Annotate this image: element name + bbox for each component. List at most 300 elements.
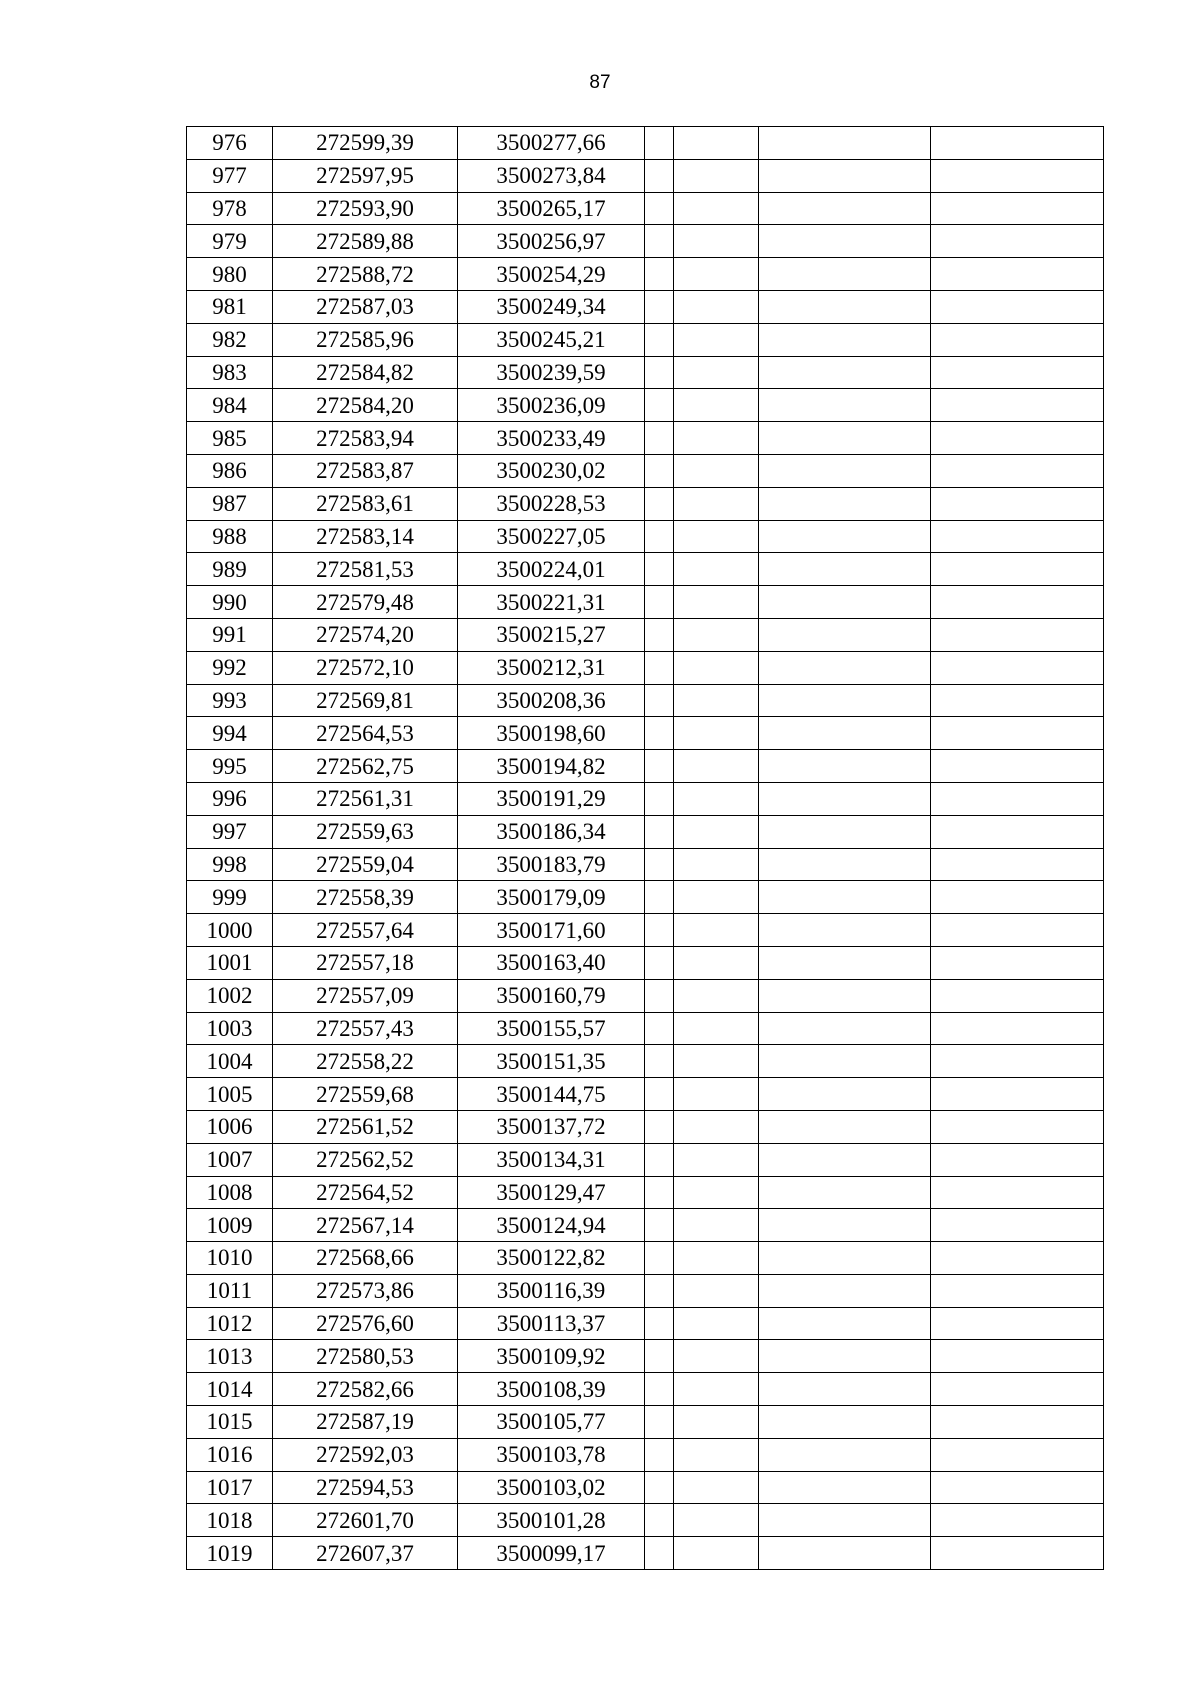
- empty-cell: [645, 1471, 674, 1504]
- point-number-cell: 1006: [187, 1110, 273, 1143]
- y-coordinate-cell: 3500215,27: [458, 618, 645, 651]
- table-row: [187, 1143, 1104, 1176]
- empty-cell: [674, 553, 759, 586]
- table-row: [187, 1307, 1104, 1340]
- point-number-cell: 987: [187, 487, 273, 520]
- table-row: [187, 1045, 1104, 1078]
- empty-cell: [931, 684, 1104, 717]
- empty-cell: [674, 422, 759, 455]
- empty-cell: [674, 520, 759, 553]
- empty-cell: [645, 1176, 674, 1209]
- point-number-cell: 1004: [187, 1045, 273, 1078]
- empty-cell: [931, 1373, 1104, 1406]
- table-row: [187, 1110, 1104, 1143]
- x-coordinate-cell: 272594,53: [273, 1471, 458, 1504]
- point-number-cell: 984: [187, 389, 273, 422]
- empty-cell: [931, 782, 1104, 815]
- empty-cell: [645, 946, 674, 979]
- point-number-cell: 1005: [187, 1078, 273, 1111]
- empty-cell: [931, 750, 1104, 783]
- empty-cell: [674, 1471, 759, 1504]
- y-coordinate-cell: 3500109,92: [458, 1340, 645, 1373]
- table-row: [187, 1406, 1104, 1439]
- empty-cell: [645, 1110, 674, 1143]
- point-number-cell: 999: [187, 881, 273, 914]
- empty-cell: [759, 1504, 931, 1537]
- empty-cell: [931, 1176, 1104, 1209]
- y-coordinate-cell: 3500134,31: [458, 1143, 645, 1176]
- table-row: [187, 979, 1104, 1012]
- empty-cell: [674, 618, 759, 651]
- table-row: [187, 881, 1104, 914]
- empty-cell: [931, 848, 1104, 881]
- x-coordinate-cell: 272557,18: [273, 946, 458, 979]
- empty-cell: [674, 684, 759, 717]
- x-coordinate-cell: 272583,87: [273, 454, 458, 487]
- x-coordinate-cell: 272573,86: [273, 1274, 458, 1307]
- x-coordinate-cell: 272562,52: [273, 1143, 458, 1176]
- x-coordinate-cell: 272581,53: [273, 553, 458, 586]
- empty-cell: [759, 946, 931, 979]
- empty-cell: [931, 651, 1104, 684]
- y-coordinate-cell: 3500239,59: [458, 356, 645, 389]
- empty-cell: [759, 782, 931, 815]
- empty-cell: [645, 1406, 674, 1439]
- y-coordinate-cell: 3500230,02: [458, 454, 645, 487]
- empty-cell: [674, 323, 759, 356]
- point-number-cell: 996: [187, 782, 273, 815]
- empty-cell: [931, 356, 1104, 389]
- empty-cell: [645, 225, 674, 258]
- x-coordinate-cell: 272557,09: [273, 979, 458, 1012]
- y-coordinate-cell: 3500277,66: [458, 127, 645, 160]
- y-coordinate-cell: 3500245,21: [458, 323, 645, 356]
- empty-cell: [931, 1307, 1104, 1340]
- empty-cell: [759, 1078, 931, 1111]
- empty-cell: [674, 1078, 759, 1111]
- page-number: 87: [589, 72, 611, 93]
- empty-cell: [759, 1143, 931, 1176]
- empty-cell: [759, 1373, 931, 1406]
- empty-cell: [645, 258, 674, 291]
- point-number-cell: 1014: [187, 1373, 273, 1406]
- empty-cell: [759, 290, 931, 323]
- empty-cell: [759, 881, 931, 914]
- point-number-cell: 1003: [187, 1012, 273, 1045]
- point-number-cell: 980: [187, 258, 273, 291]
- empty-cell: [674, 1373, 759, 1406]
- empty-cell: [931, 1438, 1104, 1471]
- x-coordinate-cell: 272583,14: [273, 520, 458, 553]
- table-row: [187, 782, 1104, 815]
- x-coordinate-cell: 272559,04: [273, 848, 458, 881]
- empty-cell: [674, 192, 759, 225]
- y-coordinate-cell: 3500144,75: [458, 1078, 645, 1111]
- table-row: [187, 1373, 1104, 1406]
- empty-cell: [645, 1242, 674, 1275]
- table-row: [187, 356, 1104, 389]
- empty-cell: [645, 1307, 674, 1340]
- x-coordinate-cell: 272584,20: [273, 389, 458, 422]
- empty-cell: [674, 586, 759, 619]
- empty-cell: [674, 815, 759, 848]
- y-coordinate-cell: 3500163,40: [458, 946, 645, 979]
- empty-cell: [759, 1045, 931, 1078]
- empty-cell: [759, 1209, 931, 1242]
- empty-cell: [931, 487, 1104, 520]
- y-coordinate-cell: 3500122,82: [458, 1242, 645, 1275]
- empty-cell: [759, 979, 931, 1012]
- y-coordinate-cell: 3500183,79: [458, 848, 645, 881]
- x-coordinate-cell: 272561,52: [273, 1110, 458, 1143]
- table-row: [187, 750, 1104, 783]
- empty-cell: [759, 1110, 931, 1143]
- x-coordinate-cell: 272576,60: [273, 1307, 458, 1340]
- point-number-cell: 990: [187, 586, 273, 619]
- table-row: [187, 192, 1104, 225]
- point-number-cell: 1000: [187, 914, 273, 947]
- point-number-cell: 1011: [187, 1274, 273, 1307]
- y-coordinate-cell: 3500137,72: [458, 1110, 645, 1143]
- table-row: [187, 553, 1104, 586]
- x-coordinate-cell: 272559,63: [273, 815, 458, 848]
- empty-cell: [931, 1274, 1104, 1307]
- empty-cell: [645, 422, 674, 455]
- y-coordinate-cell: 3500116,39: [458, 1274, 645, 1307]
- y-coordinate-cell: 3500228,53: [458, 487, 645, 520]
- y-coordinate-cell: 3500108,39: [458, 1373, 645, 1406]
- x-coordinate-cell: 272564,53: [273, 717, 458, 750]
- empty-cell: [674, 1307, 759, 1340]
- empty-cell: [674, 1209, 759, 1242]
- empty-cell: [645, 356, 674, 389]
- table-row: [187, 1504, 1104, 1537]
- empty-cell: [931, 815, 1104, 848]
- x-coordinate-cell: 272597,95: [273, 159, 458, 192]
- x-coordinate-cell: 272593,90: [273, 192, 458, 225]
- empty-cell: [674, 1537, 759, 1570]
- empty-cell: [674, 225, 759, 258]
- y-coordinate-cell: 3500129,47: [458, 1176, 645, 1209]
- empty-cell: [759, 192, 931, 225]
- empty-cell: [759, 586, 931, 619]
- empty-cell: [931, 127, 1104, 160]
- empty-cell: [931, 1143, 1104, 1176]
- x-coordinate-cell: 272589,88: [273, 225, 458, 258]
- y-coordinate-cell: 3500224,01: [458, 553, 645, 586]
- empty-cell: [645, 553, 674, 586]
- table-row: [187, 651, 1104, 684]
- point-number-cell: 983: [187, 356, 273, 389]
- table-row: [187, 454, 1104, 487]
- empty-cell: [645, 1438, 674, 1471]
- empty-cell: [759, 1438, 931, 1471]
- empty-cell: [931, 586, 1104, 619]
- empty-cell: [645, 1340, 674, 1373]
- empty-cell: [931, 618, 1104, 651]
- point-number-cell: 1012: [187, 1307, 273, 1340]
- table-row: [187, 127, 1104, 160]
- empty-cell: [645, 782, 674, 815]
- coordinates-table-body: [187, 127, 1104, 1570]
- table-row: [187, 914, 1104, 947]
- empty-cell: [759, 553, 931, 586]
- empty-cell: [674, 258, 759, 291]
- x-coordinate-cell: 272558,22: [273, 1045, 458, 1078]
- empty-cell: [759, 487, 931, 520]
- empty-cell: [931, 717, 1104, 750]
- empty-cell: [759, 848, 931, 881]
- x-coordinate-cell: 272557,64: [273, 914, 458, 947]
- empty-cell: [645, 1078, 674, 1111]
- x-coordinate-cell: 272572,10: [273, 651, 458, 684]
- x-coordinate-cell: 272557,43: [273, 1012, 458, 1045]
- empty-cell: [674, 1406, 759, 1439]
- empty-cell: [645, 1012, 674, 1045]
- x-coordinate-cell: 272559,68: [273, 1078, 458, 1111]
- point-number-cell: 979: [187, 225, 273, 258]
- empty-cell: [645, 717, 674, 750]
- y-coordinate-cell: 3500249,34: [458, 290, 645, 323]
- table-row: [187, 1209, 1104, 1242]
- point-number-cell: 993: [187, 684, 273, 717]
- x-coordinate-cell: 272587,03: [273, 290, 458, 323]
- empty-cell: [759, 684, 931, 717]
- empty-cell: [674, 881, 759, 914]
- point-number-cell: 1017: [187, 1471, 273, 1504]
- empty-cell: [645, 1274, 674, 1307]
- x-coordinate-cell: 272561,31: [273, 782, 458, 815]
- empty-cell: [759, 1471, 931, 1504]
- point-number-cell: 1002: [187, 979, 273, 1012]
- empty-cell: [645, 1373, 674, 1406]
- point-number-cell: 1009: [187, 1209, 273, 1242]
- empty-cell: [759, 1242, 931, 1275]
- empty-cell: [759, 356, 931, 389]
- empty-cell: [931, 1471, 1104, 1504]
- empty-cell: [759, 389, 931, 422]
- table-row: [187, 848, 1104, 881]
- empty-cell: [759, 651, 931, 684]
- point-number-cell: 1007: [187, 1143, 273, 1176]
- empty-cell: [931, 225, 1104, 258]
- empty-cell: [759, 520, 931, 553]
- table-row: [187, 258, 1104, 291]
- point-number-cell: 991: [187, 618, 273, 651]
- empty-cell: [674, 1274, 759, 1307]
- empty-cell: [674, 487, 759, 520]
- table-row: [187, 1012, 1104, 1045]
- empty-cell: [931, 454, 1104, 487]
- empty-cell: [759, 422, 931, 455]
- empty-cell: [759, 750, 931, 783]
- empty-cell: [931, 520, 1104, 553]
- point-number-cell: 988: [187, 520, 273, 553]
- empty-cell: [759, 1406, 931, 1439]
- point-number-cell: 981: [187, 290, 273, 323]
- y-coordinate-cell: 3500171,60: [458, 914, 645, 947]
- table-row: [187, 1438, 1104, 1471]
- empty-cell: [645, 979, 674, 1012]
- point-number-cell: 986: [187, 454, 273, 487]
- x-coordinate-cell: 272584,82: [273, 356, 458, 389]
- empty-cell: [645, 684, 674, 717]
- empty-cell: [931, 1012, 1104, 1045]
- empty-cell: [759, 914, 931, 947]
- point-number-cell: 976: [187, 127, 273, 160]
- point-number-cell: 985: [187, 422, 273, 455]
- y-coordinate-cell: 3500198,60: [458, 717, 645, 750]
- empty-cell: [674, 290, 759, 323]
- empty-cell: [759, 1274, 931, 1307]
- x-coordinate-cell: 272607,37: [273, 1537, 458, 1570]
- empty-cell: [645, 1504, 674, 1537]
- empty-cell: [674, 848, 759, 881]
- point-number-cell: 978: [187, 192, 273, 225]
- empty-cell: [645, 1537, 674, 1570]
- empty-cell: [674, 389, 759, 422]
- empty-cell: [931, 1406, 1104, 1439]
- table-row: [187, 618, 1104, 651]
- empty-cell: [759, 717, 931, 750]
- empty-cell: [674, 1176, 759, 1209]
- empty-cell: [931, 1504, 1104, 1537]
- x-coordinate-cell: 272592,03: [273, 1438, 458, 1471]
- empty-cell: [674, 717, 759, 750]
- empty-cell: [674, 1504, 759, 1537]
- empty-cell: [759, 815, 931, 848]
- empty-cell: [759, 1537, 931, 1570]
- empty-cell: [759, 127, 931, 160]
- y-coordinate-cell: 3500265,17: [458, 192, 645, 225]
- empty-cell: [931, 323, 1104, 356]
- y-coordinate-cell: 3500236,09: [458, 389, 645, 422]
- x-coordinate-cell: 272564,52: [273, 1176, 458, 1209]
- table-row: [187, 1537, 1104, 1570]
- empty-cell: [674, 1438, 759, 1471]
- empty-cell: [674, 127, 759, 160]
- y-coordinate-cell: 3500113,37: [458, 1307, 645, 1340]
- empty-cell: [931, 1045, 1104, 1078]
- y-coordinate-cell: 3500160,79: [458, 979, 645, 1012]
- point-number-cell: 995: [187, 750, 273, 783]
- empty-cell: [931, 1340, 1104, 1373]
- empty-cell: [759, 1176, 931, 1209]
- empty-cell: [645, 881, 674, 914]
- y-coordinate-cell: 3500227,05: [458, 520, 645, 553]
- empty-cell: [645, 127, 674, 160]
- empty-cell: [931, 159, 1104, 192]
- y-coordinate-cell: 3500208,36: [458, 684, 645, 717]
- empty-cell: [759, 1307, 931, 1340]
- table-row: [187, 422, 1104, 455]
- table-row: [187, 946, 1104, 979]
- y-coordinate-cell: 3500233,49: [458, 422, 645, 455]
- point-number-cell: 982: [187, 323, 273, 356]
- table-row: [187, 815, 1104, 848]
- empty-cell: [931, 979, 1104, 1012]
- x-coordinate-cell: 272569,81: [273, 684, 458, 717]
- empty-cell: [759, 323, 931, 356]
- point-number-cell: 977: [187, 159, 273, 192]
- empty-cell: [674, 914, 759, 947]
- point-number-cell: 998: [187, 848, 273, 881]
- y-coordinate-cell: 3500212,31: [458, 651, 645, 684]
- point-number-cell: 1015: [187, 1406, 273, 1439]
- point-number-cell: 997: [187, 815, 273, 848]
- x-coordinate-cell: 272587,19: [273, 1406, 458, 1439]
- x-coordinate-cell: 272583,61: [273, 487, 458, 520]
- empty-cell: [931, 881, 1104, 914]
- point-number-cell: 989: [187, 553, 273, 586]
- y-coordinate-cell: 3500124,94: [458, 1209, 645, 1242]
- empty-cell: [674, 651, 759, 684]
- empty-cell: [931, 1537, 1104, 1570]
- x-coordinate-cell: 272582,66: [273, 1373, 458, 1406]
- y-coordinate-cell: 3500105,77: [458, 1406, 645, 1439]
- y-coordinate-cell: 3500103,78: [458, 1438, 645, 1471]
- table-row: [187, 1274, 1104, 1307]
- empty-cell: [931, 290, 1104, 323]
- empty-cell: [674, 1340, 759, 1373]
- x-coordinate-cell: 272558,39: [273, 881, 458, 914]
- point-number-cell: 1010: [187, 1242, 273, 1275]
- empty-cell: [674, 454, 759, 487]
- empty-cell: [645, 815, 674, 848]
- empty-cell: [645, 750, 674, 783]
- empty-cell: [645, 1045, 674, 1078]
- point-number-cell: 1001: [187, 946, 273, 979]
- point-number-cell: 1008: [187, 1176, 273, 1209]
- x-coordinate-cell: 272588,72: [273, 258, 458, 291]
- point-number-cell: 1016: [187, 1438, 273, 1471]
- table-row: [187, 717, 1104, 750]
- empty-cell: [931, 258, 1104, 291]
- table-row: [187, 225, 1104, 258]
- x-coordinate-cell: 272583,94: [273, 422, 458, 455]
- point-number-cell: 1013: [187, 1340, 273, 1373]
- empty-cell: [645, 323, 674, 356]
- x-coordinate-cell: 272562,75: [273, 750, 458, 783]
- y-coordinate-cell: 3500194,82: [458, 750, 645, 783]
- y-coordinate-cell: 3500179,09: [458, 881, 645, 914]
- x-coordinate-cell: 272599,39: [273, 127, 458, 160]
- table-row: [187, 323, 1104, 356]
- empty-cell: [645, 586, 674, 619]
- x-coordinate-cell: 272574,20: [273, 618, 458, 651]
- y-coordinate-cell: 3500155,57: [458, 1012, 645, 1045]
- empty-cell: [759, 225, 931, 258]
- y-coordinate-cell: 3500191,29: [458, 782, 645, 815]
- empty-cell: [645, 618, 674, 651]
- x-coordinate-cell: 272568,66: [273, 1242, 458, 1275]
- table-row: [187, 1242, 1104, 1275]
- empty-cell: [674, 1045, 759, 1078]
- y-coordinate-cell: 3500221,31: [458, 586, 645, 619]
- empty-cell: [645, 520, 674, 553]
- table-row: [187, 389, 1104, 422]
- table-row: [187, 487, 1104, 520]
- empty-cell: [759, 159, 931, 192]
- empty-cell: [674, 1143, 759, 1176]
- empty-cell: [674, 1012, 759, 1045]
- x-coordinate-cell: 272601,70: [273, 1504, 458, 1537]
- table-row: [187, 1340, 1104, 1373]
- empty-cell: [674, 159, 759, 192]
- point-number-cell: 1018: [187, 1504, 273, 1537]
- empty-cell: [674, 1242, 759, 1275]
- empty-cell: [674, 782, 759, 815]
